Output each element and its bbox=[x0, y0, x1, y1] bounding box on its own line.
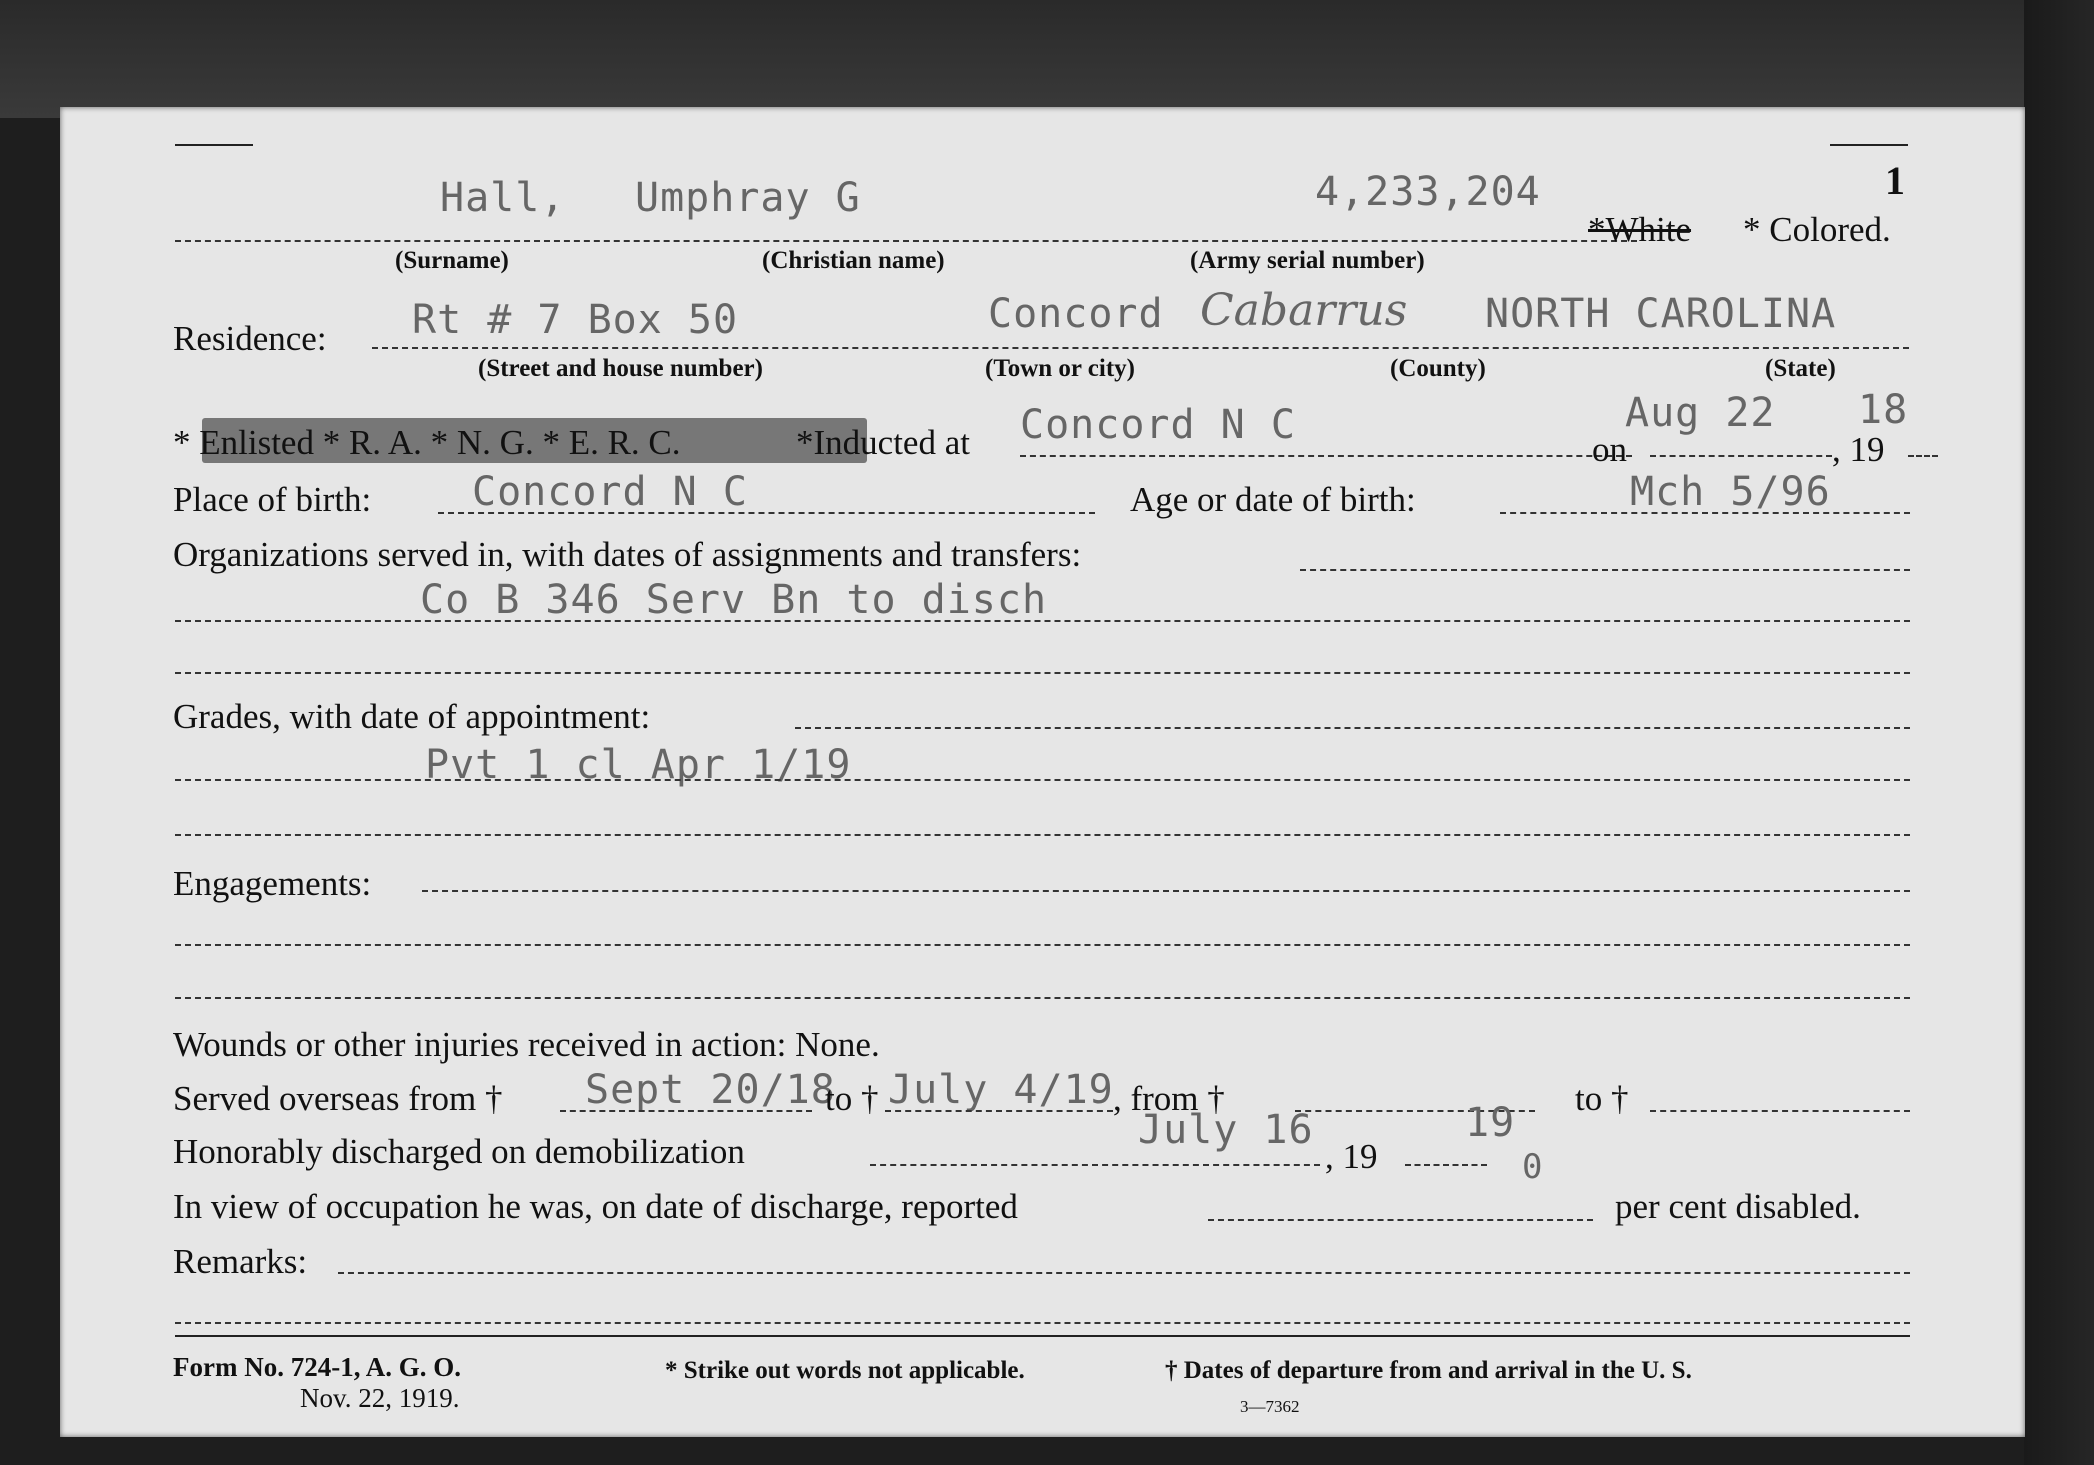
birth-place-value: Concord N C bbox=[472, 469, 748, 515]
disability-suffix: per cent disabled. bbox=[1615, 1187, 1861, 1226]
overseas-from2-label: , from † bbox=[1113, 1079, 1225, 1118]
street-caption: (Street and house number) bbox=[478, 355, 763, 382]
discharge-year-value: 19 bbox=[1465, 1100, 1516, 1146]
form-number: Form No. 724-1, A. G. O. bbox=[173, 1352, 461, 1382]
overseas-from-label: Served overseas from † bbox=[173, 1079, 503, 1118]
grades-line-3 bbox=[175, 834, 1910, 836]
engagements-line-3 bbox=[175, 997, 1910, 999]
overseas-to2-line bbox=[1650, 1110, 1910, 1112]
residence-label: Residence: bbox=[173, 319, 327, 358]
discharge-label: Honorably discharged on demobilization bbox=[173, 1132, 745, 1171]
discharge-date-line bbox=[870, 1164, 1320, 1166]
remarks-label: Remarks: bbox=[173, 1242, 308, 1281]
surname-caption: (Surname) bbox=[395, 247, 509, 274]
discharge-year-line bbox=[1405, 1164, 1487, 1166]
scan-background-top bbox=[0, 0, 2094, 118]
residence-town-value: Concord bbox=[988, 291, 1164, 337]
remarks-line-2 bbox=[175, 1322, 1910, 1324]
grades-label: Grades, with date of appointment: bbox=[173, 697, 651, 736]
disability-line bbox=[1208, 1219, 1593, 1221]
county-caption: (County) bbox=[1390, 355, 1486, 382]
grades-value: Pvt 1 cl Apr 1/19 bbox=[425, 742, 852, 788]
inducted-at-label: *Inducted at bbox=[796, 423, 970, 462]
grades-line-1 bbox=[795, 727, 1910, 729]
engagements-line-2 bbox=[175, 944, 1910, 946]
birth-date-line bbox=[1500, 512, 1910, 514]
name-line bbox=[175, 240, 1637, 242]
footer-rule bbox=[175, 1335, 1910, 1337]
discharge-date-value: July 16 bbox=[1138, 1107, 1314, 1153]
surname-value: Hall, bbox=[440, 175, 566, 221]
birth-place-line bbox=[438, 512, 1095, 514]
christian-name-value: Umphray G bbox=[635, 175, 861, 221]
inducted-date-value: Aug 22 bbox=[1625, 390, 1776, 436]
serial-number-caption: (Army serial number) bbox=[1190, 247, 1425, 274]
state-caption: (State) bbox=[1765, 355, 1836, 382]
organizations-label: Organizations served in, with dates of assignments and transfers: bbox=[173, 535, 1082, 574]
birth-place-label: Place of birth: bbox=[173, 480, 372, 519]
inducted-year-prefix: , 19 bbox=[1832, 430, 1885, 469]
enlisted-options: * Enlisted * R. A. * N. G. * E. R. C. bbox=[173, 423, 681, 462]
wounds-label: Wounds or other injuries received in action: None. bbox=[173, 1025, 880, 1064]
strike-out-note: * Strike out words not applicable. bbox=[665, 1357, 1025, 1384]
overseas-to-value: July 4/19 bbox=[888, 1067, 1114, 1113]
town-caption: (Town or city) bbox=[985, 355, 1135, 382]
residence-line bbox=[372, 347, 1909, 349]
inducted-place-line bbox=[1020, 455, 1632, 457]
discharge-year-prefix: , 19 bbox=[1325, 1137, 1378, 1176]
birth-date-label: Age or date of birth: bbox=[1130, 480, 1416, 519]
disability-label: In view of occupation he was, on date of discharge, reported bbox=[173, 1187, 1018, 1226]
race-white-option: *White bbox=[1588, 210, 1692, 249]
residence-state-value: NORTH CAROLINA bbox=[1485, 291, 1837, 337]
dates-note: † Dates of departure from and arrival in the U. S. bbox=[1165, 1357, 1692, 1384]
remarks-line-1 bbox=[338, 1272, 1910, 1274]
overseas-from-line bbox=[560, 1110, 812, 1112]
card-number: 1 bbox=[1885, 158, 1905, 203]
service-record-card bbox=[60, 107, 2025, 1437]
organizations-value: Co B 346 Serv Bn to disch bbox=[420, 577, 1048, 623]
corner-rule-left bbox=[175, 144, 253, 146]
discharge-year-mark: 0 bbox=[1522, 1147, 1544, 1187]
overseas-to-label: to † bbox=[825, 1079, 879, 1118]
organizations-line-3 bbox=[175, 672, 1910, 674]
inducted-year-line bbox=[1908, 455, 1938, 457]
print-code: 3—7362 bbox=[1240, 1397, 1300, 1416]
race-colored-option: * Colored. bbox=[1743, 210, 1891, 249]
christian-name-caption: (Christian name) bbox=[762, 247, 945, 274]
organizations-line-2 bbox=[175, 620, 1910, 622]
engagements-label: Engagements: bbox=[173, 864, 372, 903]
overseas-to2-label: to † bbox=[1575, 1079, 1629, 1118]
engagements-line-1 bbox=[422, 890, 1910, 892]
scan-background-right bbox=[2024, 0, 2094, 1465]
inducted-on-label: on bbox=[1592, 430, 1627, 469]
residence-county-value: Cabarrus bbox=[1200, 285, 1408, 336]
serial-number-value: 4,233,204 bbox=[1315, 169, 1541, 215]
organizations-line-1 bbox=[1300, 569, 1910, 571]
overseas-from-value: Sept 20/18 bbox=[585, 1067, 836, 1113]
inducted-place-value: Concord N C bbox=[1020, 402, 1296, 448]
form-date: Nov. 22, 1919. bbox=[300, 1383, 460, 1413]
birth-date-value: Mch 5/96 bbox=[1630, 469, 1831, 515]
grades-line-2 bbox=[175, 779, 1910, 781]
residence-street-value: Rt # 7 Box 50 bbox=[412, 297, 739, 343]
overseas-to-line bbox=[885, 1110, 1113, 1112]
corner-rule-right bbox=[1830, 144, 1908, 146]
inducted-year-value: 18 bbox=[1858, 387, 1909, 433]
inducted-date-line bbox=[1650, 455, 1832, 457]
